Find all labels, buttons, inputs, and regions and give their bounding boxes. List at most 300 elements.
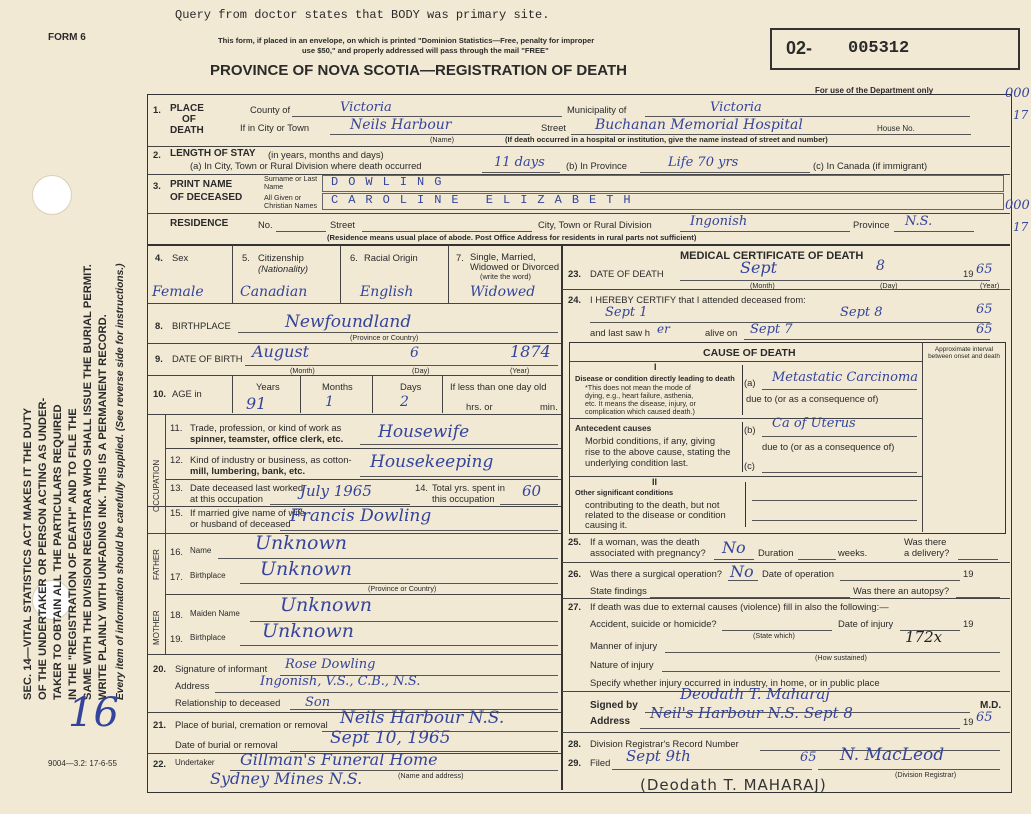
stay-city-label: (a) In City, Town or Rural Division where death occurred — [190, 160, 422, 171]
trade-value: Housewife — [378, 422, 470, 442]
marital-label-3: (write the word) — [480, 272, 531, 281]
side-instruction-line-6: WRITE PLAINLY WITH UNFADING INK. THIS IS A PERMANENT RECORD. — [97, 314, 109, 700]
total-years-label-1: Total yrs. spent in — [432, 482, 505, 493]
burial-place-label: Place of burial, cremation or removal — [175, 719, 328, 730]
age-divider-3 — [372, 376, 373, 413]
alive-year-value: 65 — [976, 322, 993, 337]
occupation-side-label: OCCUPATION — [152, 459, 161, 512]
pregnancy-number: 25. — [568, 536, 582, 547]
citizenship-value: Canadian — [240, 284, 308, 300]
pp-divider-row-3 — [148, 375, 561, 376]
other-hint-3: causing it. — [585, 519, 628, 530]
age-label: AGE in — [172, 388, 202, 399]
mail-notice-line-1: This form, if placed in an envelope, on which is printed "Dominion Statistics—Free, penalty for improper — [218, 36, 595, 45]
other-hint-2: related to the disease or condition — [585, 509, 726, 520]
mother-maiden-value: Unknown — [280, 594, 372, 616]
margin-code-1b: 17 — [1013, 108, 1029, 122]
pregnancy-label-2: associated with pregnancy? — [590, 547, 706, 558]
total-years-number: 14. — [415, 482, 429, 493]
total-years-label-2: this occupation — [432, 493, 495, 504]
dod-month-hint: (Month) — [750, 281, 775, 290]
med-divider-3 — [562, 598, 1010, 599]
burial-date-value: Sept 10, 1965 — [330, 728, 451, 748]
stay-province-value: Life 70 yrs — [668, 155, 739, 170]
length-of-stay-label: LENGTH OF STAY — [170, 148, 256, 159]
residence-note: (Residence means usual place of abode. Post Office Address for residents in rural parts not sufficient) — [327, 233, 697, 242]
cod-part-1: I — [654, 362, 657, 372]
doctor-address-century: 19 — [963, 716, 974, 727]
antecedent-hint-2: rise to the above cause, stating the — [585, 446, 731, 457]
city-value: Neils Harbour — [350, 117, 452, 133]
side-handwritten-mark: 16 — [68, 690, 119, 736]
occ-divider-4 — [148, 533, 561, 534]
nature-line — [662, 671, 1000, 672]
department-use-note: For use of the Department only — [815, 86, 934, 95]
dod-century: 19 — [963, 268, 974, 279]
section-1-number: 1. — [153, 104, 161, 115]
print-name-label — [170, 178, 242, 204]
doctor-address-line — [640, 728, 960, 729]
city-label: If in City or Town — [240, 122, 310, 133]
industry-label-1: Kind of industry or business, as cotton- — [190, 454, 352, 465]
sex-number: 4. — [155, 252, 163, 263]
burial-date-label: Date of burial or removal — [175, 739, 278, 750]
disease-label: Disease or condition directly leading to death — [575, 374, 735, 383]
form-title: PROVINCE OF NOVA SCOTIA—REGISTRATION OF DEATH — [210, 62, 627, 79]
state-findings-label: State findings — [590, 585, 647, 596]
section-3-number: 3. — [153, 180, 161, 191]
industry-value: Housekeeping — [370, 452, 494, 472]
side-instruction-line-3: TAKER TO OBTAIN ALL THE PARTICULARS REQUIRED — [52, 404, 64, 700]
citizenship-number: 5. — [242, 252, 250, 263]
last-worked-line — [270, 504, 410, 505]
dod-label: DATE OF DEATH — [590, 268, 664, 279]
alive-line — [744, 339, 990, 340]
place-label-2: OF — [182, 114, 196, 125]
cod-bracket-a — [742, 365, 743, 415]
age-number: 10. — [153, 388, 167, 399]
cause-b-line — [762, 436, 917, 437]
occ-divider-2 — [165, 479, 561, 480]
dob-label: DATE OF BIRTH — [172, 353, 243, 364]
antecedent-hint-1: Morbid conditions, if any, giving — [585, 435, 716, 446]
residence-province-label: Province — [853, 219, 890, 230]
duration-line — [798, 559, 836, 560]
dod-day-hint: (Day) — [880, 281, 898, 290]
father-birthplace-label: Birthplace — [190, 571, 226, 580]
mother-birthplace-number: 19. — [170, 633, 184, 644]
cause-c-line — [762, 472, 917, 473]
undertaker-address-value: Sydney Mines N.S. — [210, 769, 363, 788]
alive-label: alive on — [705, 327, 738, 338]
accident-label: Accident, suicide or homicide? — [590, 618, 717, 629]
stay-city-value: 11 days — [494, 155, 545, 170]
married-number: 15. — [170, 507, 184, 518]
trade-label-1: Trade, profession, or kind of work as — [190, 422, 342, 433]
informant-signature-label: Signature of informant — [175, 663, 268, 674]
birthplace-number: 8. — [155, 320, 163, 331]
min-label: min. — [540, 401, 558, 412]
length-of-stay-hint: (in years, months and days) — [268, 149, 384, 160]
last-saw-value: er — [657, 322, 670, 336]
sex-value: Female — [152, 284, 204, 300]
dob-day-hint: (Day) — [412, 366, 430, 375]
industry-label-2: mill, lumbering, bank, etc. — [190, 465, 306, 476]
side-instruction-line-4: IN THE "REGISTRATION OF DEATH" AND TO FILE THE — [67, 408, 79, 700]
marital-number: 7. — [456, 252, 464, 263]
med-divider-2 — [562, 562, 1010, 563]
side-instruction-line-5: SAME WITH THE DIVISION REGISTRAR WHO SHALL ISSUE THE BURIAL PERMIT. — [82, 264, 94, 700]
how-sustained-hint: (How sustained) — [815, 653, 867, 662]
burial-number: 21. — [153, 719, 167, 730]
dob-number: 9. — [155, 353, 163, 364]
specify-label: Specify whether injury occurred in industry, in home, or in public place — [590, 677, 880, 688]
other-line-2 — [752, 520, 917, 521]
dod-number: 23. — [568, 268, 582, 279]
marital-label — [470, 252, 559, 282]
registrar-label: (Division Registrar) — [895, 770, 957, 779]
industry-number: 12. — [170, 454, 184, 465]
instruction-column — [0, 0, 140, 814]
residence-city-line — [680, 231, 850, 232]
dob-year-hint: (Year) — [510, 366, 530, 375]
md-label: M.D. — [980, 700, 1002, 711]
given-names-label: All Given or Christian Names — [264, 193, 318, 210]
section-2-number: 2. — [153, 149, 161, 160]
residence-no-label: No. — [258, 219, 273, 230]
filed-value: Sept 9th — [626, 747, 691, 765]
form-number: FORM 6 — [48, 32, 86, 43]
registrar-value: N. MacLeod — [840, 745, 945, 765]
surname-value: DOWLING — [331, 175, 452, 189]
informant-address-value: Ingonish, V.S., C.B., N.S. — [260, 674, 421, 689]
print-name-label-1: PRINT NAME — [170, 179, 233, 190]
residence-province-line — [894, 231, 974, 232]
sex-label: Sex — [172, 252, 189, 263]
residence-city-label: City, Town or Rural Division — [538, 219, 652, 230]
med-divider-5 — [562, 732, 1010, 733]
total-years-line — [500, 504, 558, 505]
cod-heading-divider — [570, 361, 922, 362]
dod-month-value: Sept — [740, 258, 778, 277]
alive-value: Sept 7 — [750, 322, 793, 337]
pp-divider-row-2 — [148, 343, 561, 344]
surgery-date-line — [840, 580, 960, 581]
mother-birthplace-label: Birthplace — [190, 633, 226, 642]
father-birthplace-sub: (Province or Country) — [368, 584, 437, 593]
pregnancy-value: No — [722, 538, 746, 557]
years-label: Years — [256, 381, 280, 392]
medical-heading: MEDICAL CERTIFICATE OF DEATH — [680, 250, 864, 262]
registration-number-box — [770, 28, 1020, 70]
less-than-day-label: If less than one day old — [450, 381, 547, 392]
residence-no-line — [276, 231, 326, 232]
divider-4 — [148, 244, 1010, 246]
autopsy-label: Was there an autopsy? — [853, 585, 950, 596]
other-hint-1: contributing to the death, but not — [585, 499, 720, 510]
given-names-value: CAROLINE ELIZABETH — [331, 193, 641, 207]
marital-label-2: Widowed or Divorced — [470, 261, 560, 272]
division-record-label: Division Registrar's Record Number — [590, 738, 739, 749]
certify-label: I HEREBY CERTIFY that I attended deceased from: — [590, 294, 806, 305]
mother-birthplace-line — [240, 645, 558, 646]
citizenship-sub: (Nationality) — [258, 263, 309, 274]
side-instruction-line-7: Every item of information should be carefully supplied. (See reverse side for instructions.) — [115, 263, 126, 700]
mail-notice-line-2: use $50," and properly addressed will pass through the mail "FREE" — [302, 46, 549, 55]
manner-label: Manner of injury — [590, 640, 658, 651]
relationship-value: Son — [305, 695, 331, 710]
surgery-century: 19 — [963, 568, 974, 579]
pp-divider-row-4 — [148, 414, 561, 415]
residence-street-line — [362, 231, 532, 232]
due-to-label-2: due to (or as a consequence of) — [762, 441, 895, 452]
dob-month-hint: (Month) — [290, 366, 315, 375]
pregnancy-label-1: If a woman, was the death — [590, 536, 700, 547]
citizenship-label: Citizenship — [258, 252, 304, 263]
days-value: 2 — [400, 394, 409, 410]
age-divider-1 — [232, 376, 233, 413]
pp-divider-b — [340, 245, 341, 303]
injury-century: 19 — [963, 618, 974, 629]
informant-signature-value: Rose Dowling — [285, 657, 376, 672]
mother-maiden-number: 18. — [170, 609, 184, 620]
age-divider-2 — [300, 376, 301, 413]
approx-interval-label: Approximate interval between onset and death — [928, 346, 1000, 360]
dob-day-value: 6 — [410, 345, 419, 361]
attended-from-value: Sept 1 — [605, 305, 648, 320]
weeks-label: weeks. — [838, 547, 868, 558]
informant-address-label: Address — [175, 680, 210, 691]
external-number: 27. — [568, 601, 582, 612]
municipality-label: Municipality of — [567, 104, 627, 115]
surgery-value: No — [730, 562, 754, 581]
cause-a-value: Metastatic Carcinoma — [772, 370, 919, 385]
cause-a-line — [762, 389, 917, 390]
racial-label: Racial Origin — [364, 252, 418, 263]
racial-value: English — [360, 284, 414, 300]
given-names-boxes — [322, 193, 1004, 210]
last-worked-label-1: Date deceased last worked — [190, 482, 304, 493]
dod-year-hint: (Year) — [980, 281, 1000, 290]
divider-3 — [148, 213, 1010, 214]
father-birthplace-value: Unknown — [260, 558, 352, 580]
father-side-label: FATHER — [152, 549, 161, 580]
county-value: Victoria — [340, 100, 392, 115]
margin-code-2: 000 — [1005, 198, 1030, 213]
total-years-value: 60 — [522, 482, 542, 500]
birthplace-sub: (Province or Country) — [350, 333, 419, 342]
house-number-label: House No. — [877, 124, 915, 133]
municipality-value: Victoria — [710, 100, 762, 115]
external-label: If death was due to external causes (violence) fill in also the following:— — [590, 601, 889, 612]
informant-number: 20. — [153, 663, 167, 674]
street-value: Buchanan Memorial Hospital — [595, 117, 803, 133]
delivery-label-1: Was there — [904, 536, 947, 547]
married-label-2: or husband of deceased — [190, 518, 291, 529]
registration-prefix: 02- — [786, 38, 813, 58]
disease-hint-3: etc. It means the disease, injury, or — [585, 399, 696, 408]
county-label: County of — [250, 104, 291, 115]
trade-label-2: spinner, teamster, office clerk, etc. — [190, 433, 344, 444]
certify-number: 24. — [568, 294, 582, 305]
married-label-1: If married give name of wife — [190, 507, 306, 518]
antecedent-label: Antecedent causes — [575, 423, 652, 433]
dob-month-value: August — [252, 342, 310, 361]
dod-line — [680, 280, 990, 281]
hrs-label: hrs. or — [466, 401, 493, 412]
hospital-note: (If death occurred in a hospital or institution, give the name instead of street and number) — [505, 135, 828, 144]
undertaker-number: 22. — [153, 758, 167, 769]
pregnancy-line — [714, 559, 754, 560]
side-instruction-line-1: SEC. 14—VITAL STATISTICS ACT MAKES IT THE DUTY — [22, 407, 34, 700]
surgery-number: 26. — [568, 568, 582, 579]
cause-c-prefix: (c) — [744, 460, 755, 471]
delivery-label-2: a delivery? — [904, 547, 950, 558]
stay-city-line — [482, 172, 560, 173]
father-name-number: 16. — [170, 546, 184, 557]
months-label: Months — [322, 381, 353, 392]
years-value: 91 — [246, 394, 267, 413]
residence-city-value: Ingonish — [690, 214, 748, 229]
signed-by-label: Signed by — [590, 700, 638, 711]
antecedent-hint-3: underlying condition last. — [585, 457, 689, 468]
dob-year-value: 1874 — [510, 342, 551, 361]
other-conditions-label: Other significant conditions — [575, 488, 674, 497]
disease-hint-2: dying, e.g., heart failure, asthenia, — [585, 391, 694, 400]
nature-label: Nature of injury — [590, 659, 654, 670]
marital-label-1: Single, Married, — [470, 251, 536, 262]
med-divider-1 — [562, 289, 1010, 290]
column-divider — [561, 245, 563, 790]
query-note: Query from doctor states that BODY was primary site. — [175, 8, 550, 22]
surname-boxes — [322, 175, 1004, 192]
residence-label: RESIDENCE — [170, 218, 229, 229]
age-divider-4 — [442, 376, 443, 413]
stay-canada-label: (c) In Canada (if immigrant) — [813, 160, 928, 171]
cause-b-prefix: (b) — [744, 424, 756, 435]
printed-doctor-name: (Deodath T. MAHARAJ) — [640, 776, 827, 794]
undertaker-label: Undertaker — [175, 758, 215, 767]
cod-interval-divider — [922, 342, 923, 532]
disease-hint-4: complication which caused death.) — [585, 407, 695, 416]
last-worked-value: July 1965 — [300, 482, 372, 500]
last-worked-number: 13. — [170, 482, 184, 493]
relationship-label: Relationship to deceased — [175, 697, 281, 708]
mother-maiden-label: Maiden Name — [190, 609, 240, 618]
cod-divider-b — [570, 476, 922, 477]
injury-date-label: Date of injury — [838, 618, 894, 629]
burial-place-value: Neils Harbour N.S. — [340, 708, 505, 728]
name-hint: (Name) — [430, 135, 454, 144]
state-which-hint: (State which) — [753, 631, 795, 640]
last-worked-label-2: at this occupation — [190, 493, 263, 504]
disease-hint-1: *This does not mean the mode of — [585, 383, 691, 392]
birthplace-value: Newfoundland — [285, 312, 412, 332]
filed-year-value: 65 — [800, 750, 817, 765]
mother-side-label: MOTHER — [152, 610, 161, 645]
other-line-1 — [752, 500, 917, 501]
print-name-label-2: OF DECEASED — [170, 192, 243, 203]
margin-code-2b: 17 — [1013, 220, 1029, 234]
father-name-label: Name — [190, 546, 212, 555]
attended-year-value: 65 — [976, 302, 993, 317]
dod-year-value: 65 — [976, 262, 993, 277]
days-label: Days — [400, 381, 422, 392]
stay-province-line — [640, 172, 810, 173]
surname-label: Surname or Last Name — [264, 174, 318, 191]
form-print-code: 9004—3.2: 17-6-55 — [48, 759, 117, 768]
place-label-1: PLACE — [170, 103, 204, 114]
cod-heading: CAUSE OF DEATH — [703, 347, 796, 359]
cod-divider-a — [570, 418, 922, 419]
pp-divider-c — [448, 245, 449, 303]
residence-province-value: N.S. — [905, 214, 933, 229]
surgery-label: Was there a surgical operation? — [590, 568, 723, 579]
mother-birthplace-value: Unknown — [262, 620, 354, 642]
filed-label: Filed — [590, 757, 611, 768]
undertaker-sub: (Name and address) — [398, 771, 464, 780]
attended-to-value: Sept 8 — [840, 305, 883, 320]
side-instruction-line-2: OF THE UNDERTAKER OR PERSON ACTING AS UNDER- — [37, 397, 49, 700]
duration-label: Duration — [758, 547, 794, 558]
delivery-line — [958, 559, 998, 560]
trade-number: 11. — [170, 422, 183, 433]
cause-b-value: Ca of Uterus — [772, 416, 856, 431]
divider-1 — [148, 146, 1010, 147]
cod-bracket-c — [745, 482, 746, 527]
due-to-label-1: due to (or as a consequence of) — [746, 393, 879, 404]
marital-value: Widowed — [470, 284, 536, 300]
trade-line — [360, 444, 558, 445]
doctor-address-label: Address — [590, 716, 631, 727]
cause-a-prefix: (a) — [744, 377, 756, 388]
signed-by-value: Deodath T. Maharaj — [680, 685, 830, 703]
informant-address-line — [215, 692, 558, 693]
industry-line — [360, 476, 558, 477]
surgery-date-label: Date of operation — [762, 568, 834, 579]
doctor-address-value: Neil's Harbour N.S. Sept 8 — [650, 704, 853, 722]
street-label: Street — [541, 122, 567, 133]
birthplace-label: BIRTHPLACE — [172, 320, 231, 331]
filed-number: 29. — [568, 757, 582, 768]
filed-line — [612, 769, 812, 770]
manner-value: 172x — [905, 628, 943, 646]
pp-divider-a — [232, 245, 233, 303]
married-line — [280, 530, 558, 531]
cod-bracket-b — [742, 422, 743, 472]
undertaker-value: Gillman's Funeral Home — [240, 750, 438, 769]
last-saw-label: and last saw h — [590, 327, 650, 338]
father-name-value: Unknown — [255, 532, 347, 554]
occ-side-divider — [165, 414, 166, 534]
place-label-3: DEATH — [170, 125, 204, 136]
dod-day-value: 8 — [876, 258, 885, 274]
cod-part-2: II — [652, 477, 658, 487]
place-of-death-label — [170, 103, 204, 136]
racial-number: 6. — [350, 252, 358, 263]
stay-province-label: (b) In Province — [566, 160, 627, 171]
father-birthplace-number: 17. — [170, 571, 184, 582]
parents-bottom-divider — [148, 654, 561, 655]
punch-hole-top — [32, 175, 72, 215]
pp-divider-row-1 — [148, 303, 561, 304]
division-record-number: 28. — [568, 738, 582, 749]
residence-street-label: Street — [330, 219, 356, 230]
margin-code-1: 000 — [1005, 86, 1030, 101]
married-value: Francis Dowling — [290, 506, 432, 526]
registration-number: 005312 — [848, 39, 910, 58]
doctor-address-year: 65 — [976, 710, 993, 725]
